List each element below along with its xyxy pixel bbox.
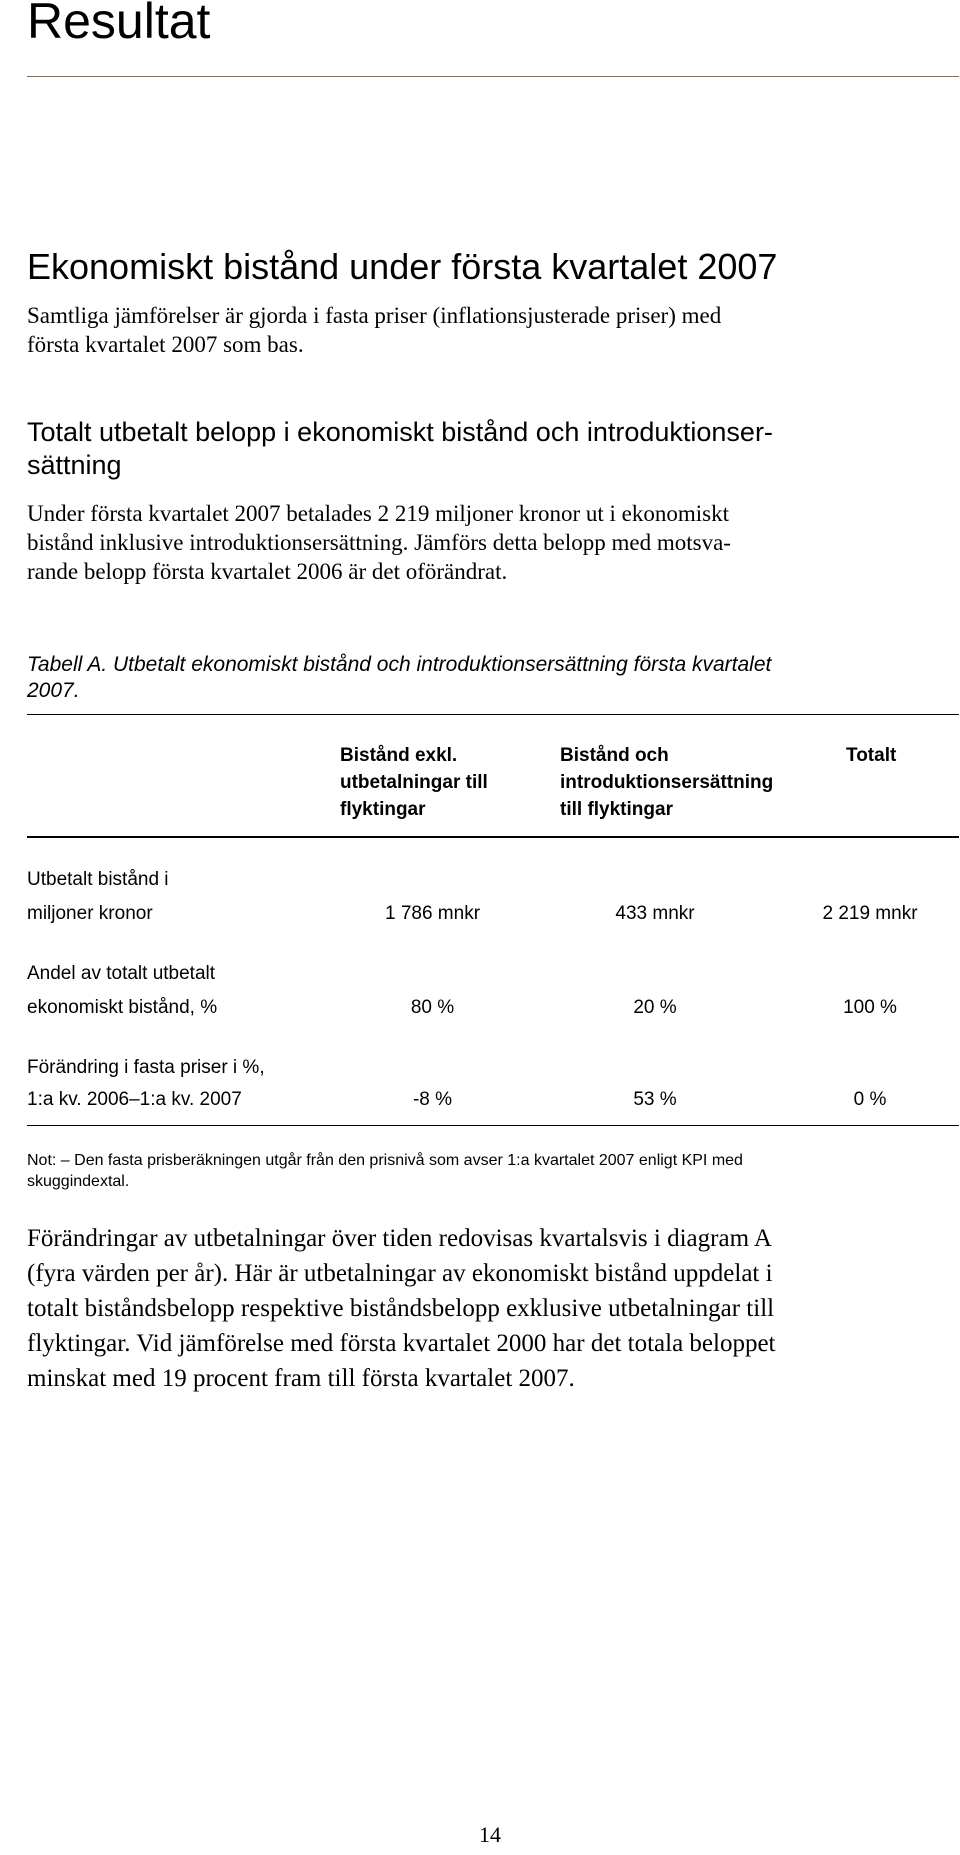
table-cell: 0 % xyxy=(853,1089,887,1110)
row-label: Andel av totalt utbetalt xyxy=(27,963,216,984)
intro-line: Samtliga jämförelser är gjorda i fasta priser (inflationsjusterade priser) med xyxy=(27,303,722,328)
summary-paragraph xyxy=(27,499,927,586)
summary-line: bistånd inklusive introduktionsersättning. Jämförs detta belopp med motsva- xyxy=(27,530,731,555)
table-caption-line: Tabell A. Utbetalt ekonomiskt bistånd och introduktionsersättning första kvartalet xyxy=(27,653,772,676)
subsection-heading-line: sättning xyxy=(27,450,122,480)
column-header-refugees xyxy=(560,742,840,823)
section-heading: Ekonomiskt bistånd under första kvartalet 2007 xyxy=(27,246,778,287)
note-line: skuggindextal. xyxy=(27,1173,130,1190)
closing-line: minskat med 19 procent fram till första kvartalet 2007. xyxy=(27,1365,575,1392)
closing-line: flyktingar. Vid jämförelse med första kvartalet 2000 har det totala beloppet xyxy=(27,1330,776,1357)
table-top-rule xyxy=(27,714,959,715)
table-caption-line: 2007. xyxy=(27,679,80,702)
header-line: introduktionsersättning xyxy=(560,772,774,793)
table-cell: 2 219 mnkr xyxy=(822,903,918,924)
row-label: 1:a kv. 2006–1:a kv. 2007 xyxy=(27,1089,242,1110)
closing-line: (fyra värden per år). Här är utbetalningar av ekonomiskt bistånd uppdelat i xyxy=(27,1260,773,1287)
table-caption xyxy=(27,652,927,704)
table-note xyxy=(27,1150,947,1192)
title-divider xyxy=(27,76,959,77)
column-header-total xyxy=(846,742,926,769)
column-header-excl-refugees xyxy=(340,742,530,823)
page-number: 14 xyxy=(479,1822,501,1847)
table-cell: 433 mnkr xyxy=(615,903,695,924)
summary-line: Under första kvartalet 2007 betalades 2 219 miljoner kronor ut i ekonomiskt xyxy=(27,501,729,526)
header-line: till flyktingar xyxy=(560,799,673,820)
header-line: utbetalningar till xyxy=(340,772,488,793)
intro-paragraph xyxy=(27,301,927,359)
page-title: Resultat xyxy=(27,0,211,49)
table-cell: 100 % xyxy=(843,997,897,1018)
subsection-heading-line: Totalt utbetalt belopp i ekonomiskt bistånd och introduktionser- xyxy=(27,417,773,447)
table-cell: 20 % xyxy=(633,997,677,1018)
closing-line: totalt biståndsbelopp respektive biståndsbelopp exklusive utbetalningar till xyxy=(27,1295,775,1322)
table-cell: 80 % xyxy=(410,997,455,1018)
table-cell: 53 % xyxy=(633,1089,677,1110)
row-label: Utbetalt bistånd i xyxy=(27,869,169,890)
note-line: Not: – Den fasta prisberäkningen utgår från den prisnivå som avser 1:a kvartalet 2007 enligt KPI med xyxy=(27,1152,743,1169)
row-label: miljoner kronor xyxy=(27,903,153,924)
intro-line: första kvartalet 2007 som bas. xyxy=(27,332,304,357)
header-line: flyktingar xyxy=(340,799,426,820)
subsection-heading xyxy=(27,416,927,482)
table-bottom-rule xyxy=(27,1125,959,1126)
table-cell: -8 % xyxy=(412,1089,453,1110)
header-line: Bistånd och xyxy=(560,745,669,766)
summary-line: rande belopp första kvartalet 2006 är det oförändrat. xyxy=(27,559,508,584)
header-line: Bistånd exkl. xyxy=(340,745,458,766)
closing-line: Förändringar av utbetalningar över tiden redovisas kvartalsvis i diagram A xyxy=(27,1225,772,1252)
row-label: Förändring i fasta priser i %, xyxy=(27,1057,265,1078)
header-line: Totalt xyxy=(846,745,897,766)
table-header-rule xyxy=(27,836,959,838)
table-cell: 1 786 mnkr xyxy=(384,903,481,924)
row-label: ekonomiskt bistånd, % xyxy=(27,997,218,1018)
closing-paragraph xyxy=(27,1221,931,1396)
